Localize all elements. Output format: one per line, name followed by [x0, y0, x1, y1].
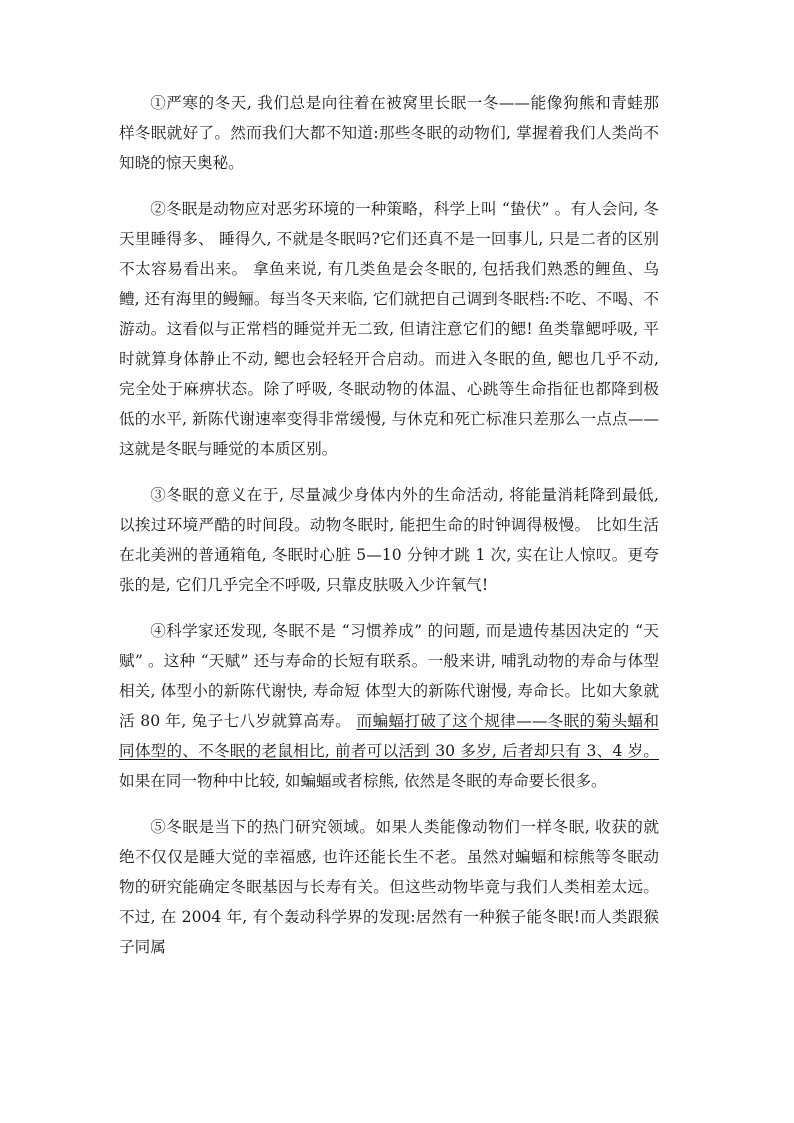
paragraph-5: ⑤冬眠是当下的热门研究领域。如果人类能像动物们一样冬眠, 收获的就绝不仅仅是睡大觉的幸福感, 也许还能长生不老。虽然对蝙蝠和棕熊等冬眠动物的研究能确定冬眠基因与长寿有关。但这些动物毕竟与我们人类相差太远。不过, 在 2004 年, 有个轰动科学界的发现:居然有一种猴子能冬眠!而人类跟猴子同属 [119, 818, 659, 956]
underlined-sentence: 而蝙蝠打破了这个规律——冬眠的菊头蝠和同体型的、不冬眠的老鼠相比, 前者可以活到 30 多岁, 后者却只有 3、4 岁。 [119, 712, 659, 760]
paragraph-1: ①严寒的冬天, 我们总是向往着在被窝里长眠一冬——能像狗熊和青蛙那样冬眠就好了。然而我们大都不知道:那些冬眠的动物们, 掌握着我们人类尚不知晓的惊天奥秘。 [119, 94, 659, 172]
paragraph-3: ③冬眠的意义在于, 尽量减少身体内外的生命活动, 将能量消耗降到最低, 以挨过环境严酷的时间段。动物冬眠时, 能把生命的时钟调得极慢。 比如生活在北美洲的普通箱龟, 冬眠时心脏 5—10 分钟才跳 1 次, 实在让人惊叹。更夸张的是, 它们几乎完全不呼吸, 只靠皮肤吸入少许氧气! [119, 486, 659, 594]
article-body [119, 88, 659, 962]
paragraph-4-intro: ④科学家还发现, 冬眠不是 “习惯养成” 的问题, 而是遗传基因决定的 “天赋” 。这种 “天赋” 还与寿命的长短有联系。一般来讲, 哺乳动物的寿命与体型相关, 体型小的新陈代谢快, 寿命短 体型大的新陈代谢慢, 寿命长。比如大象就活 80 年, 兔子七八岁就算高寿。 [119, 622, 659, 730]
paragraph-gap [119, 464, 659, 480]
paragraph-gap [119, 796, 659, 812]
paragraph-2: ②冬眠是动物应对恶劣环境的一种策略，科学上叫 “蛰伏” 。有人会问, 冬天里睡得多、 睡得久, 不就是冬眠吗?它们还真不是一回事儿, 只是二者的区别不太容易看出来。 拿鱼来说, 有几类鱼是会冬眠的, 包括我们熟悉的鲤鱼、乌鳢, 还有海里的鳗鲡。每当冬天来临, 它们就把自己调到冬眠档:不吃、不喝、不游动。这看似与正常档的睡觉并无二致, 但请注意它们的鳃! 鱼类靠鳃呼吸, 平时就算身体静止不动, 鳃也会轻轻开合启动。而进入冬眠的鱼, 鳃也几乎不动, 完全处于麻痹状态。除了呼吸, 冬眠动物的体温、心跳等生命指征也都降到极低的水平, 新陈代谢速率变得非常缓慢, 与休克和死亡标准只差那么一点点——这就是冬眠与睡觉的本质区别。 [119, 200, 659, 458]
paragraph-4 [119, 616, 659, 796]
paragraph-gap [119, 600, 659, 616]
paragraph-gap [119, 178, 659, 194]
paragraph-4-outro: 如果在同一物种中比较, 如蝙蝠或者棕熊, 依然是冬眠的寿命要长很多。 [119, 772, 607, 790]
